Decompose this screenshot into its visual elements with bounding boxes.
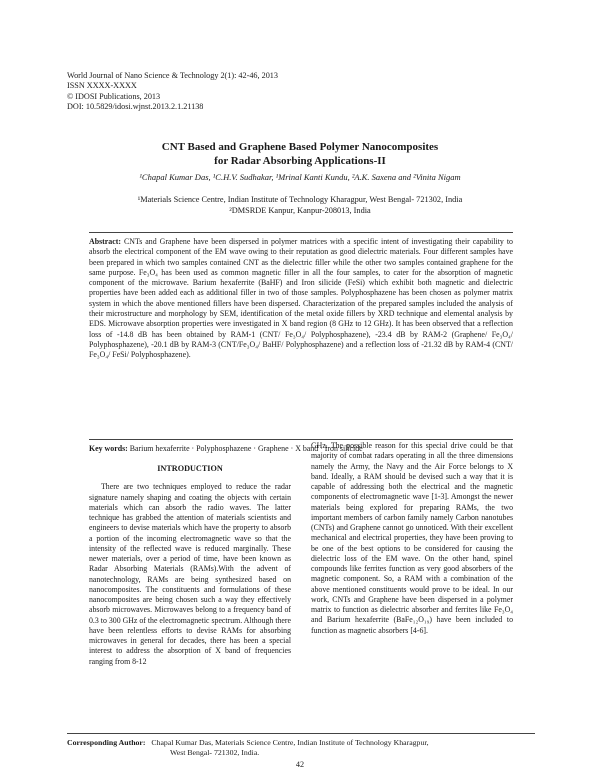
authors: ¹Chapal Kumar Das, ¹C.H.V. Sudhakar, ¹Mrinal Kanti Kundu, ²A.K. Saxena and ²Vinita Nigam bbox=[139, 172, 461, 182]
issn: ISSN XXXX-XXXX bbox=[67, 81, 137, 91]
keywords-text: Barium hexaferrite · Polyphosphazene · Graphene · X band · Iron silicide bbox=[127, 444, 363, 453]
doi: DOI: 10.5829/idosi.wjnst.2013.2.1.21138 bbox=[67, 102, 204, 112]
affiliations bbox=[0, 195, 600, 216]
intro-paragraph-left: There are two techniques employed to reduce the radar signature namely shaping and coating the objects with certain materials which can absorb the radio waves. The latter technique has grabbed the attention of materials scientists and engineers to devise materials which have the property to absorb a portion of the incoming electromagnetic wave so that the intensity of the reflected wave is reduced marginally. These newer materials, over a period of time, have been known as Radar Absorbing Materials (RAMs).With the advent of nanotechnology, RAMs are being synthesized based on nanocomposites. The constituents and formulations of these nanocomposites are being chosen such a way they effectively absorb microwaves. Microwaves belong to a frequency band of 0.3 to 300 GHz of the electromagnetic spectrum. Although there have been relentless efforts to devise RAMs for absorbing microwaves in general for decades, there has been a special interest to address the absorption of X band of frequencies ranging from 8-12 bbox=[89, 482, 291, 666]
abstract-top-rule bbox=[89, 232, 513, 233]
abstract bbox=[89, 237, 513, 361]
left-column bbox=[89, 464, 291, 667]
corresponding-label: Corresponding Author: bbox=[67, 738, 146, 747]
corresponding-line-1: Chapal Kumar Das, Materials Science Centre, Indian Institute of Technology Kharagpur, bbox=[151, 738, 429, 747]
journal-citation: World Journal of Nano Science & Technology 2(1): 42-46, 2013 bbox=[67, 71, 278, 80]
intro-paragraph-right: GHz. The possible reason for this special drive could be that majority of combat radars operating in all the three dimensions namely the Army, the Navy and the Air Force belongs to X band. Ideally, a RAM should be devised such a way that it is capable of addressing both the electrical and the magnetic components of electromagnetic wave [1-3]. Amongst the newer materials being explored for preparing RAMs, the two important members of carbon family namely Carbon nanotubes (CNTs) and Graphene cannot go unnoticed. With their excellent mechanical and electrical properties, they have been proving to be one of the best options to be considered for causing the dielectric loss of the EM wave. On the other hand, spinel compounds like ferrites function as very good absorbers of the magnetic component. So, a RAM with a combination of the above mentioned constituents would prove to be ideal. In our work, CNTs and Graphene have been dispersed in a polymer matrix to function as dielectric absorber and ferrites like Fe₃O₄ and Barium hexaferrite (BaFe₁₂O₁₉) have been included to function as magnetic absorbers [4-6]. bbox=[311, 441, 513, 635]
footer-rule bbox=[67, 733, 535, 734]
copyright: © IDOSI Publications, 2013 bbox=[67, 91, 161, 101]
journal-header bbox=[67, 71, 278, 113]
introduction-heading: INTRODUCTION bbox=[157, 464, 223, 473]
corresponding-line-2: West Bengal- 721302, India. bbox=[170, 748, 260, 757]
paper-title bbox=[0, 140, 600, 168]
abstract-label: Abstract: bbox=[89, 237, 121, 246]
keywords-label: Key words: bbox=[89, 444, 128, 453]
title-line-2: for Radar Absorbing Applications-II bbox=[214, 155, 386, 167]
corresponding-author bbox=[67, 738, 429, 758]
abstract-text: CNTs and Graphene have been dispersed in polymer matrices with a specific intent of investigating their capability to absorb the electrical component of the EM wave owing to their reputation as good dielectric materials. Four different samples have been prepared in which two samples contained CNT as the dielectric filler while the other two samples contained graphene for the same purpose. Fe₃O₄ has been used as common magnetic filler in all the four samples, to cater for the absorption of magnetic component of the microwave. Barium hexaferrite (BaHF) and Iron silicide (FeSi) which exhibit both magnetic and dielectric properties have been added each as additional filler in two of those samples. Polyphosphazene has been chosen as polymer matrix system in which the above mentioned fillers have been dispersed. Characterization of the prepared samples included the analysis of their microstructure and morphology by SEM, identification of the metal oxide fillers by XRD technique and elemental analysis by EDS. Microwave absorption properties were investigated in X band region (8 GHz to 12 GHz). It has been observed that a reflection loss of -14.8 dB has been obtained by RAM-1 (CNT/ Fe₃O₄/ Polyphosphazene), -23.4 dB by RAM-2 (Graphene/ Fe₃O₄/ Polyphosphazene), -20.1 dB by RAM-3 (CNT/Fe₃O₄/ BaHF/ Polyphosphazene) and a reflection loss of -21.32 dB by RAM-4 (CNT/ Fe₃O₄/ FeSi/ Polyphosphazene). bbox=[89, 237, 513, 360]
affiliation-2: ²DMSRDE Kanpur, Kanpur-208013, India bbox=[229, 205, 371, 215]
affiliation-1: ¹Materials Science Centre, Indian Institute of Technology Kharagpur, West Bengal- 721302, India bbox=[137, 195, 463, 204]
right-column bbox=[311, 441, 513, 636]
title-line-1: CNT Based and Graphene Based Polymer Nanocomposites bbox=[161, 141, 439, 153]
page-number: 42 bbox=[295, 760, 305, 769]
abstract-bottom-rule bbox=[89, 439, 513, 440]
